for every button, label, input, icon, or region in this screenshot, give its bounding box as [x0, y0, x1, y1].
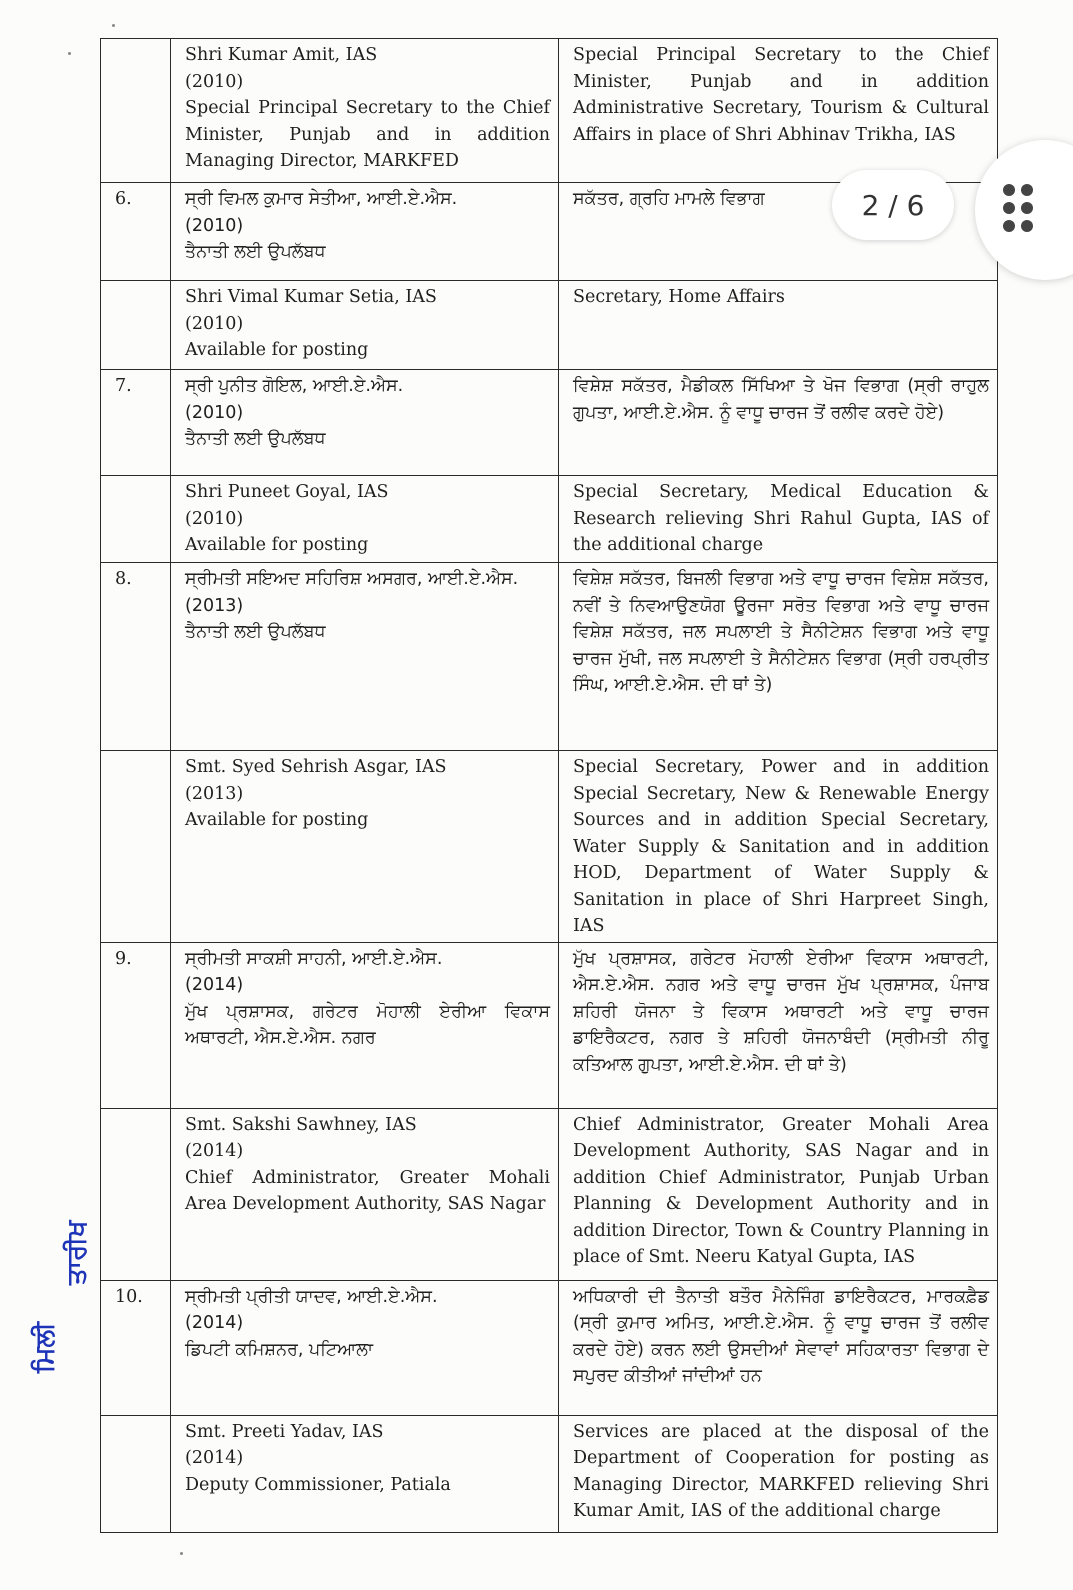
serial-number: [101, 476, 171, 563]
officer-cell: [171, 751, 559, 943]
new-posting: ਮੁੱਖ ਪ੍ਰਸ਼ਾਸਕ, ਗਰੇਟਰ ਮੋਹਾਲੀ ਏਰੀਆ ਵਿਕਾਸ ਅਥਾਰਟੀ, ਐਸ.ਏ.ਐਸ. ਨਗਰ ਅਤੇ ਵਾਧੂ ਚਾਰਜ ਮੁੱਖ ਪ੍ਰਸ਼ਾਸਕ, ਪੰਜਾਬ ਸ਼ਹਿਰੀ ਯੋਜਨਾ ਤੇ ਵਿਕਾਸ ਅਥਾਰਟੀ ਅਤੇ ਵਾਧੂ ਚਾਰਜ ਡਾਇਰੈਕਟਰ, ਨਗਰ ਤੇ ਸ਼ਹਿਰੀ ਯੋਜਨਾਬੰਦੀ (ਸ੍ਰੀਮਤੀ ਨੀਰੂ ਕਤਿਆਲ ਗੁਪਤਾ, ਆਈ.ਏ.ਐਸ. ਦੀ ਥਾਂ ਤੇ): [559, 942, 998, 1108]
serial-number: 7.: [101, 370, 171, 476]
scan-speck: [68, 52, 71, 55]
officer-name: Smt. Sakshi Sawhney, IAS: [185, 1114, 417, 1135]
officer-name: ਸ੍ਰੀ ਵਿਮਲ ਕੁਮਾਰ ਸੇਤੀਆ, ਆਈ.ਏ.ਐਸ.: [185, 189, 458, 209]
officer-cell: [171, 183, 559, 281]
officer-cell: [171, 1108, 559, 1280]
serial-number: [101, 1415, 171, 1532]
officer-current-post: ਡਿਪਟੀ ਕਮਿਸ਼ਨਰ, ਪਟਿਆਲਾ: [185, 1339, 374, 1360]
officer-current-post: ਤੈਨਾਤੀ ਲਈ ਉਪਲੱਬਧ: [185, 242, 326, 262]
table-row: [101, 39, 998, 183]
table-row: [101, 1280, 998, 1415]
table-row: [101, 281, 998, 370]
officer-batch: (2010): [185, 508, 244, 529]
officer-cell: [171, 370, 559, 476]
stamp-word-2: ਤਾਰੀਖ: [62, 1220, 92, 1285]
table-row: [101, 1415, 998, 1532]
grid-dots-icon: [1003, 184, 1063, 244]
officer-current-post: Available for posting: [185, 810, 369, 830]
new-posting: Chief Administrator, Greater Mohali Area Development Authority, SAS Nagar and in addition Chief Administrator, Punjab Urban Planning & Development Authority and in addition Director, Town & Country Planning in place of Smt. Neeru Katyal Gupta, IAS: [559, 1108, 998, 1280]
serial-number: [101, 1108, 171, 1280]
serial-number: 6.: [101, 183, 171, 281]
table-row: [101, 370, 998, 476]
officer-batch: (2010): [185, 402, 244, 423]
page-indicator: 2 / 6: [832, 170, 954, 240]
officer-current-post: Available for posting: [185, 535, 369, 555]
stamp-word-1: ਮਿਲੀ: [30, 1322, 60, 1373]
officer-cell: [171, 942, 559, 1108]
new-posting: ਵਿਸ਼ੇਸ਼ ਸਕੱਤਰ, ਬਿਜਲੀ ਵਿਭਾਗ ਅਤੇ ਵਾਧੂ ਚਾਰਜ ਵਿਸ਼ੇਸ਼ ਸਕੱਤਰ, ਨਵੀਂ ਤੇ ਨਿਵਆਉਣਯੋਗ ਊਰਜਾ ਸਰੋਤ ਵਿਭਾਗ ਅਤੇ ਵਾਧੂ ਚਾਰਜ ਵਿਸ਼ੇਸ਼ ਸਕੱਤਰ, ਜਲ ਸਪਲਾਈ ਤੇ ਸੈਨੀਟੇਸ਼ਨ ਵਿਭਾਗ ਅਤੇ ਵਾਧੂ ਚਾਰਜ ਮੁੱਖੀ, ਜਲ ਸਪਲਾਈ ਤੇ ਸੈਨੀਟੇਸ਼ਨ ਵਿਭਾਗ (ਸ੍ਰੀ ਹਰਪ੍ਰੀਤ ਸਿੰਘ, ਆਈ.ਏ.ਐਸ. ਦੀ ਥਾਂ ਤੇ): [559, 563, 998, 751]
officer-cell: [171, 563, 559, 751]
new-posting: Special Secretary, Medical Education & Research relieving Shri Rahul Gupta, IAS of the additional charge: [559, 476, 998, 563]
new-posting: ਅਧਿਕਾਰੀ ਦੀ ਤੈਨਾਤੀ ਬਤੌਰ ਮੈਨੇਜਿੰਗ ਡਾਇਰੈਕਟਰ, ਮਾਰਕਫ਼ੈਡ (ਸ੍ਰੀ ਕੁਮਾਰ ਅਮਿਤ, ਆਈ.ਏ.ਐਸ. ਨੂੰ ਵਾਧੂ ਚਾਰਜ ਤੋਂ ਰਲੀਵ ਕਰਦੇ ਹੋਏ) ਕਰਨ ਲਈ ਉਸਦੀਆਂ ਸੇਵਾਵਾਂ ਸਹਿਕਾਰਤਾ ਵਿਭਾਗ ਦੇ ਸਪੁਰਦ ਕੀਤੀਆਂ ਜਾਂਦੀਆਂ ਹਨ: [559, 1280, 998, 1415]
officer-name: ਸ੍ਰੀਮਤੀ ਸਇਅਦ ਸਹਿਰਿਸ਼ ਅਸਗਰ, ਆਈ.ਏ.ਐਸ.: [185, 569, 519, 589]
table-row: [101, 476, 998, 563]
officer-current-post: Deputy Commissioner, Patiala: [185, 1474, 451, 1495]
scan-speck: [112, 24, 115, 27]
officer-name: Smt. Syed Sehrish Asgar, IAS: [185, 757, 447, 777]
officer-cell: [171, 476, 559, 563]
officer-batch: (2014): [185, 975, 244, 995]
officer-cell: [171, 39, 559, 183]
new-posting: Secretary, Home Affairs: [559, 281, 998, 370]
officer-current-post: ਤੈਨਾਤੀ ਲਈ ਉਪਲੱਬਧ: [185, 429, 326, 449]
posting-table: [100, 38, 998, 1533]
serial-number: [101, 281, 171, 370]
officer-current-post: ਤੈਨਾਤੀ ਲਈ ਉਪਲੱਬਧ: [185, 622, 326, 642]
officer-batch: (2014): [185, 1448, 244, 1468]
officer-current-post: Chief Administrator, Greater Mohali Area Development Authority, SAS Nagar: [185, 1167, 550, 1214]
officer-cell: [171, 1415, 559, 1532]
officer-batch: (2013): [185, 595, 244, 616]
new-posting: ਸਕੱਤਰ, ਗ੍ਰਹਿ ਮਾਮਲੇ ਵਿਭਾਗ: [559, 183, 998, 281]
officer-name: Shri Puneet Goyal, IAS: [185, 482, 389, 502]
officer-batch: (2010): [185, 215, 244, 236]
officer-name: ਸ੍ਰੀ ਪੁਨੀਤ ਗੋਇਲ, ਆਈ.ਏ.ਐਸ.: [185, 376, 404, 396]
officer-name: ਸ੍ਰੀਮਤੀ ਪ੍ਰੀਤੀ ਯਾਦਵ, ਆਈ.ਏ.ਐਸ.: [185, 1286, 438, 1307]
handwritten-receipt-stamp: [28, 1185, 92, 1375]
officer-name: ਸ੍ਰੀਮਤੀ ਸਾਕਸ਼ੀ ਸਾਹਨੀ, ਆਈ.ਏ.ਐਸ.: [185, 948, 443, 969]
table-row: [101, 751, 998, 943]
table-row: [101, 1108, 998, 1280]
officer-cell: [171, 281, 559, 370]
serial-number: 9.: [101, 942, 171, 1108]
officer-name: Shri Vimal Kumar Setia, IAS: [185, 287, 437, 307]
table-row: [101, 942, 998, 1108]
serial-number: [101, 39, 171, 183]
new-posting: Special Secretary, Power and in addition Special Secretary, New & Renewable Energy Sources and in addition Special Secretary, Water Supply & Sanitation and in addition HOD, Department of Water Supply & Sanitation in place of Shri Harpreet Singh, IAS: [559, 751, 998, 943]
new-posting: Services are placed at the disposal of the Department of Cooperation for posting as Managing Director, MARKFED relieving Shri Kumar Amit, IAS of the additional charge: [559, 1415, 998, 1532]
new-posting: Special Principal Secretary to the Chief Minister, Punjab and in addition Administrative Secretary, Tourism & Cultural Affairs in place of Shri Abhinav Trikha, IAS: [559, 39, 998, 183]
officer-batch: (2010): [185, 71, 244, 92]
serial-number: [101, 751, 171, 943]
serial-number: 8.: [101, 563, 171, 751]
scan-speck: [180, 1552, 183, 1555]
officer-batch: (2014): [185, 1141, 244, 1161]
officer-current-post: Special Principal Secretary to the Chief Minister, Punjab and in addition Managing Director, MARKFED: [185, 98, 550, 171]
officer-current-post: ਮੁੱਖ ਪ੍ਰਸ਼ਾਸਕ, ਗਰੇਟਰ ਮੋਹਾਲੀ ਏਰੀਆ ਵਿਕਾਸ ਅਥਾਰਟੀ, ਐਸ.ਏ.ਐਸ. ਨਗਰ: [185, 1001, 550, 1048]
officer-batch: (2010): [185, 313, 244, 334]
officer-cell: [171, 1280, 559, 1415]
officer-current-post: Available for posting: [185, 340, 369, 360]
new-posting: ਵਿਸ਼ੇਸ਼ ਸਕੱਤਰ, ਮੈਡੀਕਲ ਸਿੱਖਿਆ ਤੇ ਖੋਜ ਵਿਭਾਗ (ਸ੍ਰੀ ਰਾਹੁਲ ਗੁਪਤਾ, ਆਈ.ਏ.ਐਸ. ਨੂੰ ਵਾਧੂ ਚਾਰਜ ਤੋਂ ਰਲੀਵ ਕਰਦੇ ਹੋਏ): [559, 370, 998, 476]
table-row: [101, 563, 998, 751]
officer-name: Shri Kumar Amit, IAS: [185, 45, 378, 65]
serial-number: 10.: [101, 1280, 171, 1415]
officer-batch: (2014): [185, 1313, 244, 1333]
officer-name: Smt. Preeti Yadav, IAS: [185, 1421, 384, 1442]
officer-batch: (2013): [185, 783, 244, 804]
